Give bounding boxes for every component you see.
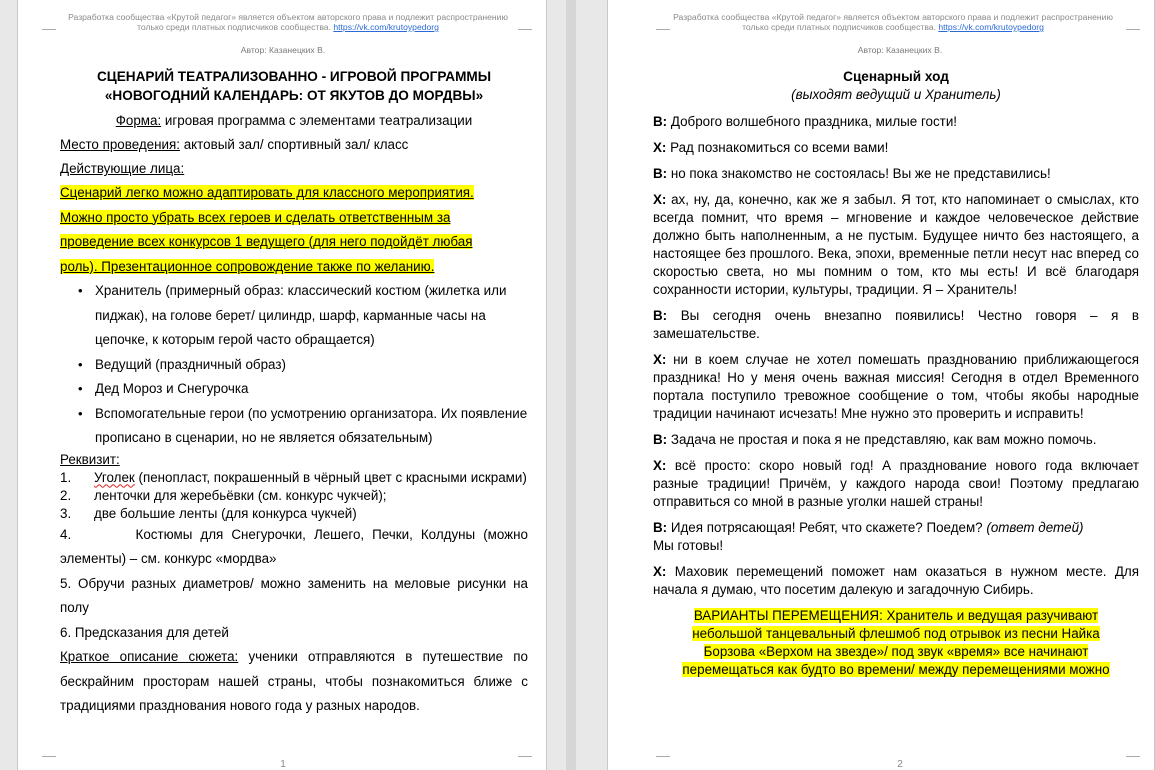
highlight-line: Можно просто убрать всех героев и сделать ответственным за bbox=[60, 209, 451, 225]
crop-mark bbox=[42, 20, 56, 30]
page-header bbox=[58, 12, 518, 32]
header-copyright: Разработка сообщества «Крутой педагог» является объектом авторского права и подлежит распространению bbox=[68, 12, 508, 22]
speaker-tag: В: bbox=[653, 432, 668, 447]
document-page-2 bbox=[607, 0, 1155, 770]
list-item: • Ведущий (праздничный образ) bbox=[60, 353, 528, 378]
dialogue-text: ах, ну, да, конечно, как же я забыл. Я тот, кто напоминает о смыслах, кто всегда помнит, что время – мгновение и каждое человеческое действие должно быть наполненным, а не пустым. Будущее ничто без настоящего, а настоящее без прошлого. Века, эпохи, временные петли несут нас вперед со скоростью света, но мы помним о том, кто мы есть! И всё благодаря сохранности истории, культуры, традиции. Я – Хранитель! bbox=[653, 192, 1139, 297]
list-item: • Дед Мороз и Снегурочка bbox=[60, 377, 528, 402]
props-item-3 bbox=[60, 505, 528, 523]
speaker-tag: В: bbox=[653, 114, 668, 129]
dialogue-line bbox=[653, 457, 1139, 511]
dialogue-line bbox=[653, 351, 1139, 423]
props-item-5: 5. Обручи разных диаметров/ можно заменить на меловые рисунки на полу bbox=[60, 575, 528, 615]
header-copyright-line2: только среди платных подписчиков сообщества. bbox=[742, 22, 936, 32]
dialogue-line bbox=[653, 165, 1139, 183]
page-number: 2 bbox=[897, 759, 903, 770]
plot-label: Краткое описание сюжета: bbox=[60, 649, 239, 664]
speaker-tag: Х: bbox=[653, 458, 667, 473]
dialogue-text: Задача не простая и пока я не представляю, как вам можно помочь. bbox=[667, 432, 1097, 447]
highlight-line: Сценарий легко можно адаптировать для классного мероприятия. bbox=[60, 185, 474, 200]
doc-title-line2: «НОВОГОДНИЙ КАЛЕНДАРЬ: ОТ ЯКУТОВ ДО МОРДВЫ» bbox=[104, 88, 484, 103]
speaker-tag: Х: bbox=[653, 352, 667, 367]
header-copyright: Разработка сообщества «Крутой педагог» является объектом авторского права и подлежит распространению bbox=[673, 12, 1113, 22]
props-item-4: 4. Костюмы для Снегурочки, Лешего, Печки, Колдуны (можно элементы) – см. конкурс «мордва» bbox=[60, 526, 532, 566]
highlight-note bbox=[60, 181, 528, 279]
speaker-tag: В: bbox=[653, 166, 668, 181]
props-label: Реквизит: bbox=[60, 451, 120, 467]
cast-label: Действующие лица: bbox=[60, 161, 185, 176]
page-gutter bbox=[566, 0, 576, 770]
props-num: 1. bbox=[60, 469, 72, 485]
dialogue-text: всё просто: скоро новый год! А празднование нового года включает разные традиции! Причём, у каждого народа свои! Поэтому предлагаю отправиться со мной в разные уголки нашей страны! bbox=[653, 458, 1139, 509]
highlight-line: небольшой танцевальный флешмоб под отрывок из песни Найка bbox=[692, 626, 1100, 641]
props-item-6: 6. Предсказания для детей bbox=[60, 624, 229, 640]
props-text: (пенопласт, покрашенный в чёрный цвет с красными искрами) bbox=[134, 469, 527, 485]
document-page-1 bbox=[17, 0, 547, 770]
props-item-2 bbox=[60, 487, 528, 505]
props-text: две большие ленты (для конкурса чукчей) bbox=[94, 505, 357, 521]
props-num: 3. bbox=[60, 505, 72, 521]
speaker-tag: Х: bbox=[653, 140, 667, 155]
dialogue-text: Доброго волшебного праздника, милые гости! bbox=[667, 114, 958, 129]
header-link[interactable]: https://vk.com/krutoypedorg bbox=[938, 22, 1044, 32]
highlight-line: ВАРИАНТЫ ПЕРЕМЕЩЕНИЯ: Хранитель и ведущая разучивают bbox=[693, 608, 1099, 623]
plot-text: ученики отправляются в путешествие по бескрайним просторам нашей страны, чтобы познакомиться ближе с традициями празднования нового года у разных народов. bbox=[60, 649, 528, 713]
speaker-tag: В: bbox=[653, 520, 668, 535]
page2-body bbox=[653, 67, 1139, 679]
author-line: Автор: Казанецких В. bbox=[857, 45, 943, 55]
page-header bbox=[652, 12, 1134, 32]
section-subtitle: (выходят ведущий и Хранитель) bbox=[791, 87, 1001, 102]
header-link[interactable]: https://vk.com/krutoypedorg bbox=[333, 22, 439, 32]
form-label: Форма: bbox=[115, 113, 162, 128]
place-text: актовый зал/ спортивный зал/ класс bbox=[179, 137, 409, 152]
props-word: Уголек bbox=[94, 469, 135, 485]
author-line: Автор: Казанецких В. bbox=[240, 45, 326, 55]
dialogue-line bbox=[653, 191, 1139, 299]
cast-list bbox=[60, 279, 528, 451]
form-text: игровая программа с элементами театрализации bbox=[161, 113, 473, 128]
dialogue-line bbox=[653, 307, 1139, 343]
props-num: 2. bbox=[60, 487, 72, 503]
place-line bbox=[60, 133, 528, 157]
dialogue-line bbox=[653, 519, 1139, 555]
doc-title-line1: СЦЕНАРИЙ ТЕАТРАЛИЗОВАННО - ИГРОВОЙ ПРОГРАММЫ bbox=[96, 69, 492, 84]
dialogue-line bbox=[653, 113, 1139, 131]
highlight-line: проведение всех конкурсов 1 ведущего (для него подойдёт любая bbox=[60, 234, 473, 249]
dialogue-text: Мы готовы! bbox=[653, 538, 724, 553]
props-item-1 bbox=[60, 469, 528, 487]
form-line bbox=[60, 109, 528, 133]
page-number: 1 bbox=[280, 759, 286, 770]
section-title: Сценарный ход bbox=[843, 69, 949, 84]
dialogue-text: Маховик перемещений поможет нам оказаться в нужном месте. Для начала я думаю, что посетим далекую и загадочную Сибирь. bbox=[653, 564, 1139, 597]
list-item: • Хранитель (примерный образ: классический костюм (жилетка или пиджак), на голове берет/ цилиндр, шарф, карманные часы на цепочке, к которым герой часто обращается) bbox=[60, 279, 528, 353]
page1-body bbox=[60, 67, 532, 719]
speaker-tag: Х: bbox=[653, 564, 667, 579]
highlight-line: перемещаться как будто во времени/ между перемещениями можно bbox=[682, 662, 1110, 677]
props-text: ленточки для жеребьёвки (см. конкурс чукчей); bbox=[94, 487, 387, 503]
dialogue-line bbox=[653, 431, 1139, 449]
place-label: Место проведения: bbox=[60, 137, 180, 152]
dialogue-text: Идея потрясающая! Ребят, что скажете? Поедем? bbox=[667, 520, 983, 535]
dialogue-line bbox=[653, 139, 1139, 157]
highlight-line: роль). Презентационное сопровождение также по желанию. bbox=[60, 258, 435, 274]
dialogue-text: Рад познакомиться со всеми вами! bbox=[666, 140, 889, 155]
stage-direction: (ответ детей) bbox=[986, 520, 1084, 535]
dialogue-text: Вы сегодня очень внезапно появились! Честно говоря – я в замешательстве. bbox=[653, 308, 1139, 341]
highlight-line: Борзова «Верхом на звезде»/ под звук «время» все начинают bbox=[703, 644, 1089, 659]
speaker-tag: В: bbox=[653, 308, 668, 323]
dialogue-text: но пока знакомство не состоялась! Вы же не представились! bbox=[667, 166, 1051, 181]
list-item: • Вспомогательные герои (по усмотрению организатора. Их появление прописано в сценарии, но не является обязательным) bbox=[60, 402, 528, 451]
header-copyright-line2: только среди платных подписчиков сообщества. bbox=[137, 22, 331, 32]
highlight-note bbox=[653, 607, 1139, 679]
speaker-tag: Х: bbox=[653, 192, 667, 207]
dialogue-line bbox=[653, 563, 1139, 599]
dialogue-text: ни в коем случае не хотел помешать празднованию приближающегося праздника! Но у меня очень важная миссия! Сегодня в отдел Временного портала поступило тревожное сообщение о том, чтобы якобы народные традиции начинают исчезать! Мне нужно это проверить и исправить! bbox=[653, 352, 1139, 421]
crop-mark bbox=[518, 20, 532, 30]
plot-paragraph bbox=[60, 645, 528, 719]
